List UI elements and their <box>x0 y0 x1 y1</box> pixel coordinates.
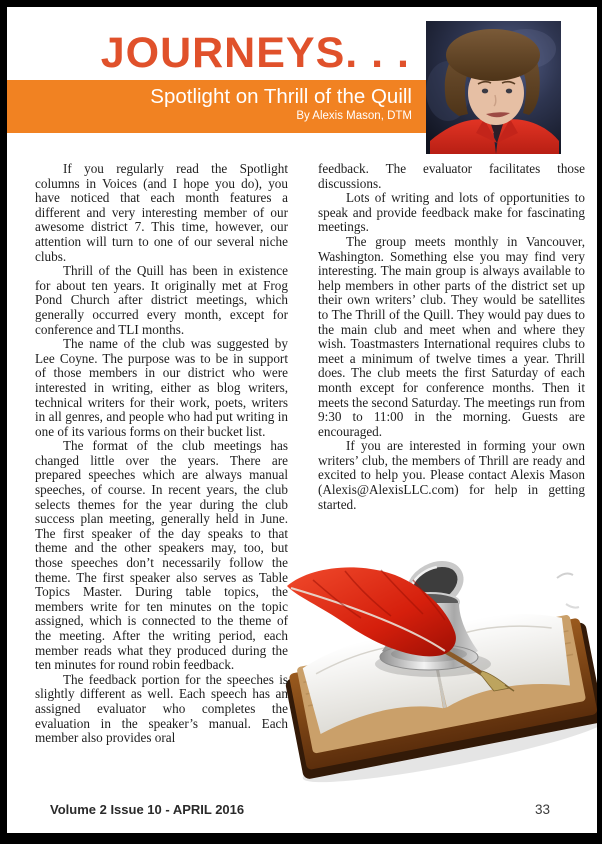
paragraph: If you regularly read the Spotlight columns in Voices (and I hope you do), you have noticed that each month features a different and very interesting member of our awesome district 7. This time, however, our attention will turn to one of our several niche clubs. <box>35 161 288 264</box>
footer-page-number: 33 <box>535 802 551 817</box>
paragraph: If you are interested in forming your own writers’ club, the members of Thrill are ready and excited to help you. Please contact Alexis Mason (Alexis@AlexisLLC.com) for help in getting started. <box>318 438 585 512</box>
quill-book-illustration <box>283 558 597 793</box>
paragraph: The group meets monthly in Vancouver, Washington. Something else you may find very interesting. The main group is always available to help members in other parts of the district set up their own writers’ club. They would be satellites to The Thrill of the Quill. They would pay dues to the main club and meet when and where they wish. Toastmasters International requires clubs to meet a minimum of twelve times a year. Thrill does. The club meets the first Saturday of each month except for conference months. Then it meets the second Saturday. The meetings run from 9:30 to 11:00 in the morning. Guests are encouraged. <box>318 233 585 439</box>
page-title: JOURNEYS. . . <box>100 29 410 77</box>
banner-subtitle: Spotlight on Thrill of the Quill <box>150 85 412 108</box>
banner-byline: By Alexis Mason, DTM <box>296 110 412 122</box>
article-right-column <box>318 162 585 512</box>
footer-issue-line: Volume 2 Issue 10 - APRIL 2016 <box>50 802 245 817</box>
newsletter-page <box>7 7 597 833</box>
text-wrap-spacer <box>288 622 308 722</box>
article-left-column <box>35 162 308 746</box>
paragraph: Lots of writing and lots of opportunities to speak and provide feedback make for fascinating meetings. <box>318 190 585 235</box>
spotlight-banner <box>7 80 426 133</box>
paragraph: The name of the club was suggested by Lee Coyne. The purpose was to be in support of those members in our district who were interested in writing, either as blog writers, technical writers for their work, poets, writers in all genres, and people who had put writing in one of its various forms on their bucket list. <box>35 336 288 439</box>
author-photo-image <box>426 21 561 154</box>
paragraph: feedback. The evaluator facilitates those discussions. <box>318 161 585 191</box>
paragraph: The feedback portion for the speeches is slightly different as well. Each speech has an assigned evaluator who completes the evaluation in the speaker’s manual. Each member also provides oral <box>35 671 288 746</box>
paragraph: Thrill of the Quill has been in existence for about ten years. It originally met at Frog Pond Church after district meetings, which generally occurred every month, except for conference and TLI months. <box>35 263 288 337</box>
paragraph: The format of the club meetings has changed little over the years. There are prepared speeches which are always manual speeches, of course. In recent years, the club selects themes for the year during the club success plan meeting, generally held in June. The first speaker of the day speaks to that theme and the other speakers may, too, but those speeches don’t necessarily follow the theme. The first speaker also serves as Table Topics Master. During table topics, the members write for ten minutes on the topic assigned, which is connected to the theme of the meeting. After the writing period, each member reads what they produced during the ten minutes for round robin feedback. <box>35 438 288 673</box>
